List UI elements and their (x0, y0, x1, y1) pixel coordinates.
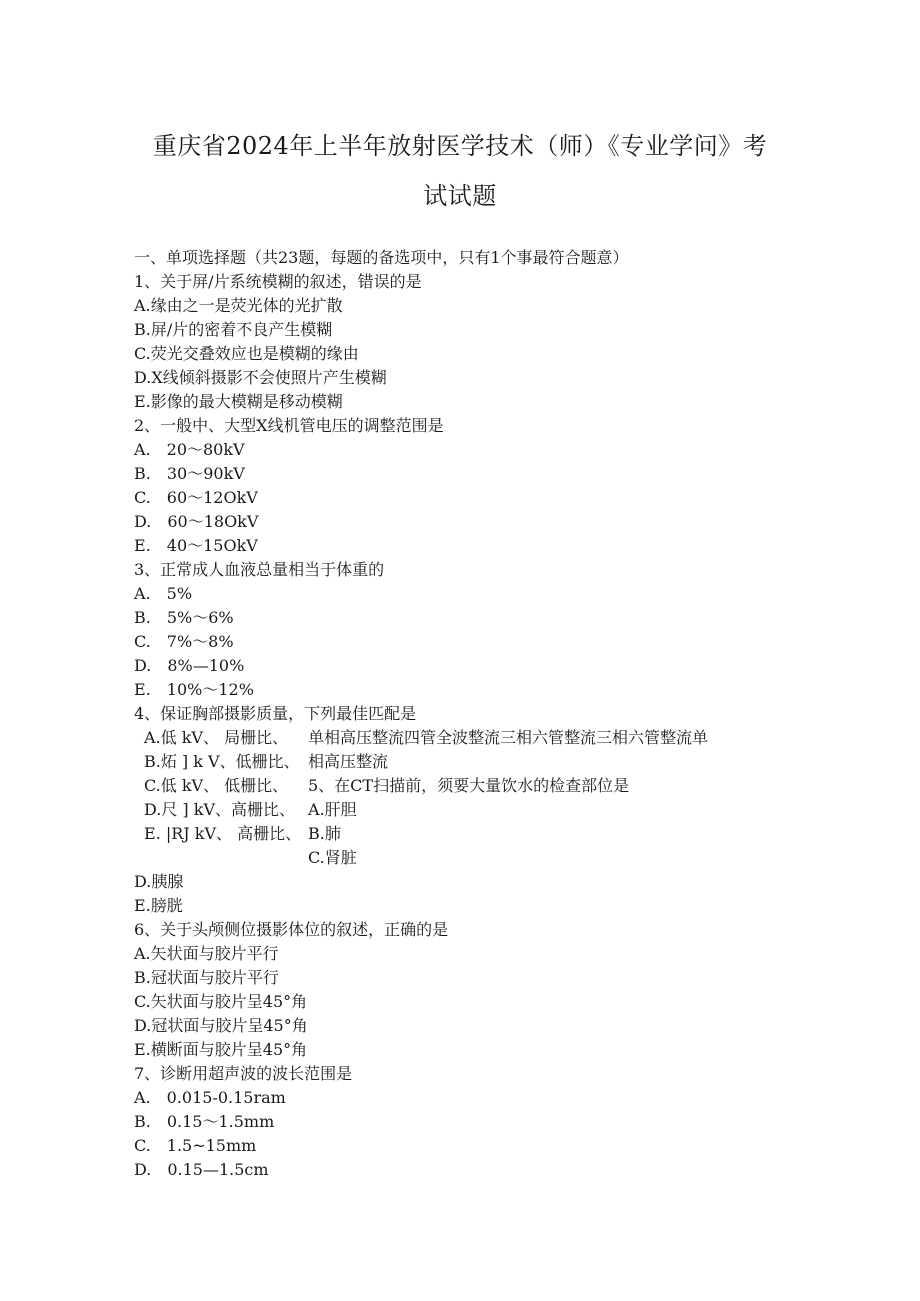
question-6-option-b: B.冠状面与胶片平行 (134, 968, 279, 987)
document-title-line-2: 试试题 (423, 182, 497, 210)
question-5-stem: 5、在CT扫描前，须要大量饮水的检查部位是 (308, 776, 630, 795)
section-heading: 一、单项选择题（共23题，每题的备选项中，只有1个事最符合题意） (134, 248, 629, 267)
question-5-option-d: D.胰腺 (134, 872, 184, 891)
question-6-stem: 6、关于头颅侧位摄影体位的叙述，正确的是 (134, 920, 449, 939)
question-7-option-c: C. 1.5~15mm (134, 1136, 257, 1155)
question-2-option-a: A. 20～80kV (134, 440, 245, 459)
question-4-mixed-block (134, 726, 834, 867)
question-3-option-a: A. 5% (134, 584, 193, 603)
question-3-option-b: B. 5%～6% (134, 608, 234, 627)
question-1-option-b: B.屏/片的密着不良产生模糊 (134, 320, 333, 339)
question-1-option-c: C.荧光交叠效应也是模糊的缘由 (134, 344, 359, 363)
question-4-option-values: 单相高压整流四管全波整流三相六管整流三相六管整流单 (308, 728, 709, 747)
question-5-option-a: A.肝胆 (308, 800, 357, 819)
question-5-option-b: B.肺 (308, 824, 341, 843)
question-3-stem: 3、正常成人血液总量相当于体重的 (134, 560, 385, 579)
exam-body (134, 246, 834, 1182)
question-6-option-a: A.矢状面与胶片平行 (134, 944, 279, 963)
question-4-stem: 4、保证胸部摄影质量，下列最佳匹配是 (134, 704, 417, 723)
question-1-option-a: A.缘由之一是荧光体的光扩散 (134, 296, 343, 315)
question-2-stem: 2、一般中、大型X线机管电压的调整范围是 (134, 416, 444, 435)
question-7-option-b: B. 0.15～1.5mm (134, 1112, 275, 1131)
question-3-option-d: D. 8%—10% (134, 656, 245, 675)
question-7-option-a: A. 0.015-0.15ram (134, 1088, 286, 1107)
question-2-option-d: D. 60～18OkV (134, 512, 259, 531)
question-6-option-c: C.矢状面与胶片呈45°角 (134, 992, 308, 1011)
question-2-option-e: E. 40～15OkV (134, 536, 258, 555)
question-7-option-d: D. 0.15—1.5cm (134, 1160, 269, 1179)
question-5-option-c: C.肾脏 (308, 848, 357, 867)
document-title-line-1: 重庆省2024年上半年放射医学技术（师）《专业学问》考 (152, 132, 768, 160)
spacer (134, 846, 834, 870)
question-3-option-e: E. 10%～12% (134, 680, 254, 699)
question-6-option-d: D.冠状面与胶片呈45°角 (134, 1016, 308, 1035)
question-1-stem: 1、关于屏/片系统模糊的叙述，错误的是 (134, 272, 422, 291)
question-4-option-d: D.尺 ] kV、高栅比、 (144, 800, 296, 819)
question-5-option-e: E.膀胱 (134, 896, 183, 915)
question-4-option-values-cont: 相高压整流 (308, 752, 389, 771)
question-2-option-c: C. 60～12OkV (134, 488, 258, 507)
question-2-option-b: B. 30～90kV (134, 464, 245, 483)
question-4-option-e: E. |RJ kV、 高栅比、 (144, 824, 302, 843)
question-6-option-e: E.横断面与胶片呈45°角 (134, 1040, 308, 1059)
question-4-option-c: C.低 kV、 低栅比、 (144, 776, 289, 795)
question-4-option-a: A.低 kV、 局栅比、 (144, 728, 289, 747)
question-1-option-e: E.影像的最大模糊是移动模糊 (134, 392, 343, 411)
question-3-option-c: C. 7%～8% (134, 632, 234, 651)
question-7-stem: 7、诊断用超声波的波长范围是 (134, 1064, 353, 1083)
question-1-option-d: D.X线倾斜摄影不会使照片产生模糊 (134, 368, 387, 387)
question-4-option-b: B.炻 ] k V、低栅比、 (144, 752, 300, 771)
